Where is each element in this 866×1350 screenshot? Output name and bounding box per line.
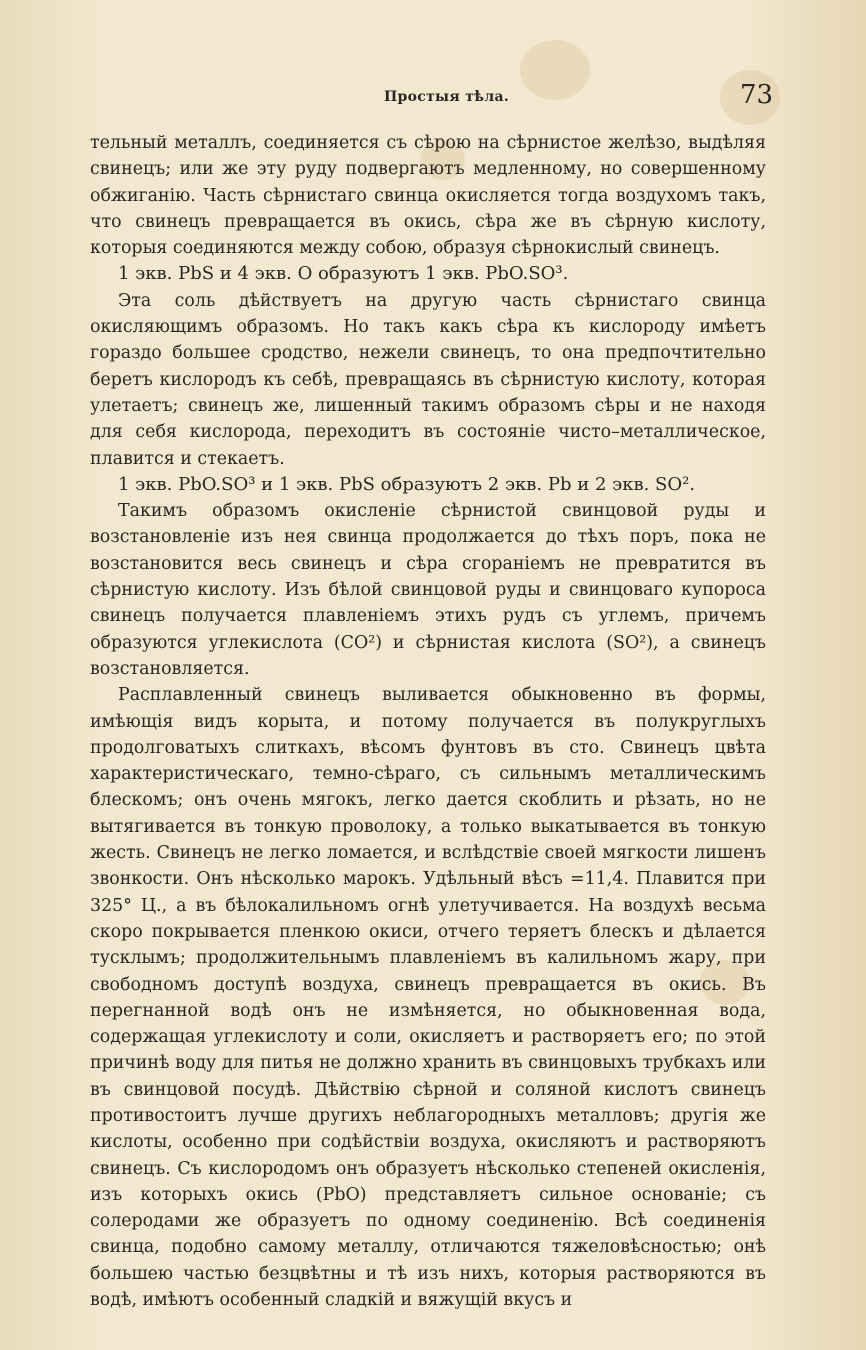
- body-text: [90, 130, 766, 1313]
- running-header: Простыя тѣла.: [384, 89, 510, 105]
- paragraph: тельный металлъ, соединяется съ сѣрою на сѣрнистое желѣзо, выдѣляя свинецъ; или же эту руду подвергаютъ медленному, но совершенному обжиганію. Часть сѣрнистаго свинца окисляется тогда воздухомъ такъ, что свинецъ превращается въ окись, сѣра же въ сѣрную кислоту, которыя соединяются между собою, образуя сѣрнокислый свинецъ.: [90, 133, 766, 259]
- page-number: 73: [740, 80, 774, 110]
- paper-stain: [520, 40, 590, 100]
- chemical-equation: 1 экв. PbO.SO³ и 1 экв. PbS образуютъ 2 экв. Pb и 2 экв. SO².: [118, 473, 696, 495]
- paragraph: Такимъ образомъ окисленіе сѣрнистой свинцовой руды и возстановленіе изъ нея свинца продолжается до тѣхъ поръ, пока не возстановится весь свинецъ и сѣра сгораніемъ не превратится въ сѣрнистую кислоту. Изъ бѣлой свинцовой руды и свинцоваго купороса свинецъ получается плавленіемъ этихъ рудъ съ углемъ, причемъ образуются углекислота (CO²) и сѣрнистая кислота (SO²), а свинецъ возстановляется.: [90, 501, 766, 679]
- paragraph: Расплавленный свинецъ выливается обыкновенно въ формы, имѣющія видъ корыта, и потому получается въ полукруглыхъ продолговатыхъ слиткахъ, вѣсомъ фунтовъ въ сто. Свинецъ цвѣта характеристическаго, темно-сѣраго, съ сильнымъ металлическимъ блескомъ; онъ очень мягокъ, легко дается скоблить и рѣзать, но не вытягивается въ тонкую проволоку, а только выкатывается въ тонкую жесть. Свинецъ не легко ломается, и вслѣдствіе своей мягкости лишенъ звонкости. Онъ нѣсколько марокъ. Удѣльный вѣсъ =11,4. Плавится при 325° Ц., а въ бѣлокалильномъ огнѣ улетучивается. На воздухѣ весьма скоро покрывается пленкою окиси, отчего теряетъ блескъ и дѣлается тусклымъ; продолжительнымъ плавленіемъ въ калильномъ жару, при свободномъ доступѣ воздуха, свинецъ превращается въ окись. Въ перегнанной водѣ онъ не измѣняется, но обыкновенная вода, содержащая углекислоту и соли, окисляетъ и растворяетъ его; по этой причинѣ воду для питья не должно хранить въ свинцовыхъ трубкахъ или въ свинцовой посудѣ. Дѣйствію сѣрной и соляной кислотъ свинецъ противостоитъ лучше другихъ неблагородныхъ металловъ; другія же кислоты, особенно при содѣйствіи воздуха, окисляютъ и растворяютъ свинецъ. Съ кислородомъ онъ образуетъ нѣсколько степеней окисленія, изъ которыхъ окись (PbO) представляетъ сильное основаніе; съ солеродами же образуетъ по одному соединенію. Всѣ соединенія свинца, подобно самому металлу, отличаются тяжеловѣсностью; онѣ большею частью безцвѣтны и тѣ изъ нихъ, которыя растворяются въ водѣ, имѣютъ особенный сладкій и вяжущій вкусъ и: [90, 685, 766, 1311]
- chemical-equation: 1 экв. PbS и 4 экв. O образуютъ 1 экв. PbO.SO³.: [118, 263, 569, 285]
- paragraph: Эта соль дѣйствуетъ на другую часть сѣрнистаго свинца окисляющимъ образомъ. Но такъ какъ сѣра къ кислороду имѣетъ гораздо большее сродство, нежели свинецъ, то она предпочтительно беретъ кислородъ къ себѣ, превращаясь въ сѣрнистую кислоту, которая улетаетъ; свинецъ же, лишенный такимъ образомъ сѣры и не находя для себя кислорода, переходитъ въ состояніе чисто–металлическое, плавится и стекаетъ.: [90, 290, 766, 469]
